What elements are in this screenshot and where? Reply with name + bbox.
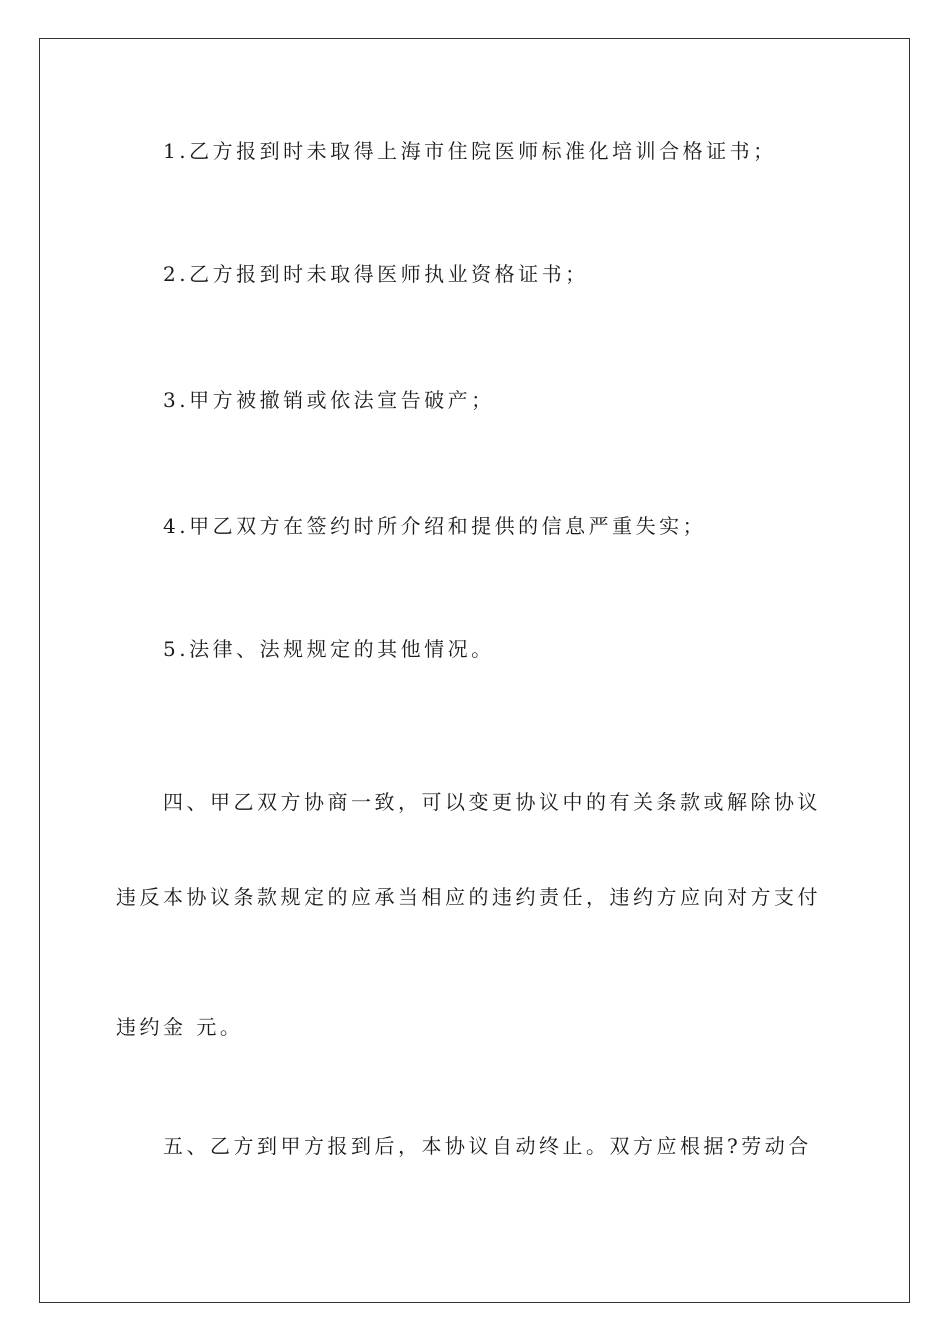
clause-item-2: 2.乙方报到时未取得医师执业资格证书； — [163, 262, 589, 286]
clause-item-4: 4.甲乙双方在签约时所介绍和提供的信息严重失实； — [163, 514, 707, 538]
section-four-paragraph: 四、甲乙双方协商一致，可以变更协议中的有关条款或解除协议 — [163, 790, 821, 814]
penalty-amount-line: 违约金 元。 — [116, 1015, 244, 1039]
page-frame — [39, 38, 910, 1303]
section-four-continuation: 违反本协议条款规定的应承当相应的违约责任，违约方应向对方支付 — [116, 885, 821, 909]
clause-item-3: 3.甲方被撤销或依法宣告破产； — [163, 388, 495, 412]
clause-item-1: 1.乙方报到时未取得上海市住院医师标准化培训合格证书； — [163, 139, 777, 163]
clause-item-5: 5.法律、法规规定的其他情况。 — [163, 637, 495, 661]
section-five-paragraph: 五、乙方到甲方报到后，本协议自动终止。双方应根据?劳动合 — [163, 1134, 812, 1158]
